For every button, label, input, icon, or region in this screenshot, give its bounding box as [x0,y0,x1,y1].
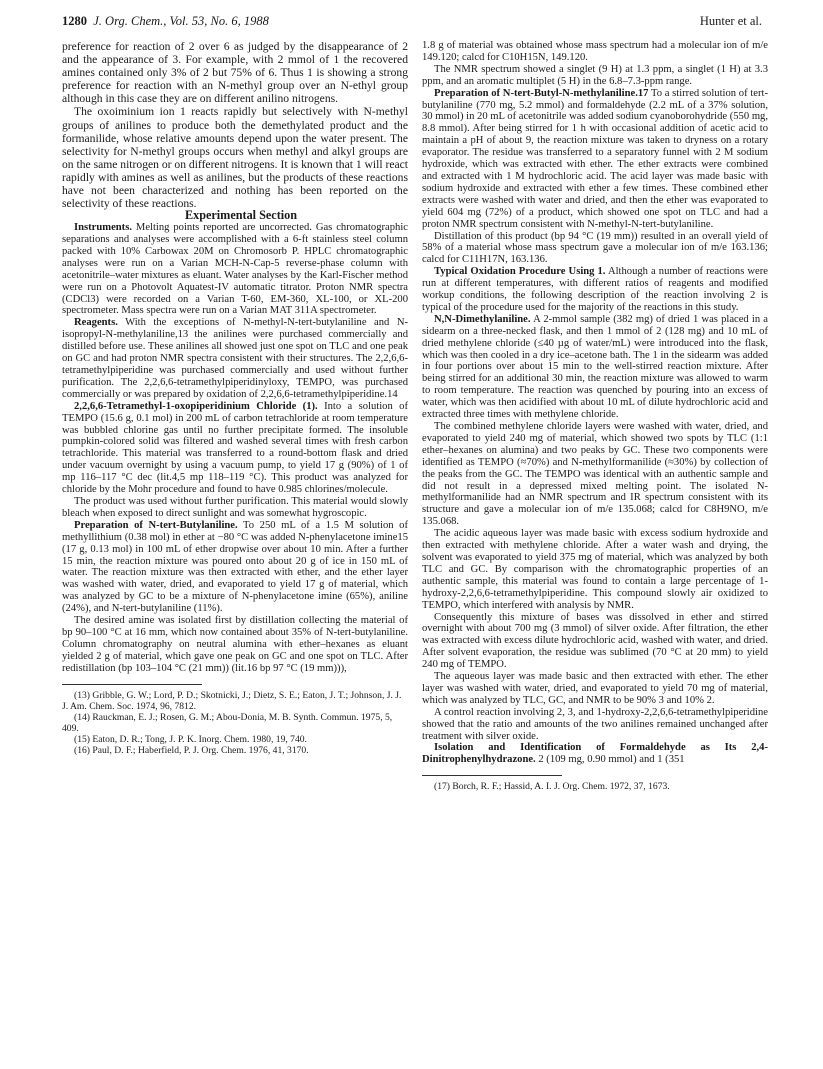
right-paragraph-1: 1.8 g of material was obtained whose mass spectrum had a molecular ion of m/e 149.120; calcd for C10H15N, 149.120. [422,40,768,63]
distill-paragraph: Distillation of this product (bp 94 °C (19 mm)) resulted in an overall yield of 58% of a material whose mass spectrum gave a molecular ion of m/e 163.136; calcd for C11H17N, 163.136. [422,230,768,266]
footnote-16: (16) Paul, D. F.; Haberfield, P. J. Org. Chem. 1976, 41, 3170. [74,744,309,756]
right-paragraph-2: The NMR spectrum showed a singlet (9 H) at 1.3 ppm, a singlet (1 H) at 3.3 ppm, and an aromatic multiplet (5 H) in the 6.8–7.3-ppm range. [422,63,768,87]
typical-heading: Typical Oxidation Procedure Using 1. [434,266,606,278]
prep-paragraph [62,520,408,615]
instruments-paragraph [62,222,408,317]
prep2-paragraph [422,88,768,231]
header-left [62,14,269,29]
page-number: 1280 [62,14,87,28]
footnote-15: (15) Eaton, D. R.; Tong, J. P. K. Inorg. Chem. 1980, 19, 740. [74,733,307,745]
typical-paragraph [422,266,768,314]
aqueous-paragraph: The aqueous layer was made basic and then extracted with ether. The ether layer was washed with water, dried, and evaporated to yield 70 mg of material, which was analyzed by TLC, GC, and NMR to be 90% 3 and 10% 2. [422,671,768,706]
footnote-divider-right [422,775,562,776]
footnote-13: (13) Gribble, G. W.; Lord, P. D.; Skotnicki, J.; Dietz, S. E.; Eaton, J. T.; Johnson, J. J. J. Am. Chem. Soc. 1974, 96, 7812. [62,689,402,712]
combined-paragraph: The combined methylene chloride layers were washed with water, dried, and evaporated to yield 240 mg of material, which showed two spots by TLC (1:1 ether–hexanes on alumina) and two peaks by GC. These two components were identified as TEMPO (≈70%) and N-methylformanilide (≈30%) by collection of the peaks from the GC. The TEMPO was identical with an authentic sample and did not result in a depressed mixed melting point. The isolated N-methylformanilide had an NMR spectrum and IR spectrum consistent with its structure and gave a molecular ion of m/e 135.068; calcd for C8H9NO, m/e 135.068. [422,421,768,528]
reagents-text: With the exceptions of N-methyl-N-tert-butylaniline and N-isopropyl-N-methylaniline,13 the anilines were purchased commercially and distilled before use. These anilines all showed just one spot on TLC and one peak on GC and had proton NMR spectra consistent with their structures. The 2,2,6,6-tetramethylpiperidine was purchased commercially and used without further purification. The 2,2,6,6-tetramethylpiperidinyloxy, TEMPO, was purchased commercially or was prepared by oxidation of 2,2,6,6-tetramethylpiperidine.14 [62,317,408,400]
instruments-heading: Instruments. [74,222,132,234]
tempo-text: Into a solution of TEMPO (15.6 g, 0.1 mol) in 200 mL of carbon tetrachloride at room temperature was bubbled chlorine gas until no further precipitate formed. The insoluble pumpkin-colored solid was filtered and washed several times with fresh carbon tetrachloride. This material was transferred to a round-bottom flask and dried under vacuum overnight by using a vacuum pump, to yield 17 g (90%) of 1 of mp 116–117 °C dec (lit.4,5 mp 118–119 °C). This product was analyzed for chloride by the Mohr procedure and found to have 0.985 chlorines/molecule. [62,400,408,496]
consequently-paragraph: Consequently this mixture of bases was dissolved in ether and stirred overnight with about 700 mg (3 mmol) of silver oxide. After filtration, the ether was extracted with excess dilute hydrochloric acid, washed with water, and dried. After solvent evaporation, the residue was sublimed (70 °C at 20 mm) to yield 240 mg of TEMPO. [422,611,768,671]
prep2-heading: Preparation of N-tert-Butyl-N-methylaniline.17 [434,87,649,99]
dimethylaniline-heading: N,N-Dimethylaniline. [434,313,531,325]
prep-paragraph-2: The desired amine was isolated first by distillation collecting the material of bp 90–100 °C at 16 mm, which now contained about 35% of N-tert-butylaniline. Column chromatography on neutral alumina with ether–hexanes as eluant yielded 2 g of material, which gave one peak on GC and one spot on TLC. After redistillation (bp 103–104 °C (21 mm)) (lit.16 bp 97 °C (19 mm))), [62,615,408,674]
instruments-text: Melting points reported are uncorrected. Gas chromatographic separations and analyses were accomplished with a 6-ft stainless steel column packed with 10% Carbowax 20M on Chromosorb P. HPLC chromatographic analyses were run on a Varian MCH-N-Cap-5 reverse-phase column with acetonitrile–water mixtures as eluant. Water analyses by the Karl-Fischer method were run on a Photovolt Aquatest-IV automatic titrator. Proton NMR spectra (CDCl3) were recorded on a Varian T-60, EM-360, XL-100, or XL-200 spectrometer. Mass spectra were run on a Varian MAT 311A spectrometer. [62,222,408,317]
prep-text: To 250 mL of a 1.5 M solution of methyllithium (0.38 mol) in ether at −80 °C was added N-phenylacetone imine15 (17 g, 0.13 mol) in 100 mL of ether dropwise over about 10 min. After a further 15 min, the reaction mixture was poured onto about 20 g of ice in 150 mL of water. The reaction mixture was then extracted with ether, and the ether layer was washed with water, dried, and evaporated to yield 17 g of material, which was analyzed by GC to be a mixture of N-phenylacetone imine (65%), aniline (24%), and N-tert-butylaniline (11%). [62,519,408,615]
typical-text: Although a number of reactions were run at different temperatures, with different ratios of reagents and modified workup conditions, the following description of the reaction involving 2 is typical of the procedure used for the majority of the reactions in this study. [422,266,768,313]
right-column [422,40,768,1050]
isolation-heading: Isolation and Identification of Formaldehyde as Its 2,4-Dinitrophenylhydrazone. [422,742,768,766]
intro-paragraph-1: preference for reaction of 2 over 6 as judged by the disappearance of 2 and the appearance of 3. For example, with 2 mmol of 1 the recovered amines contained only 3% of 2 but 75% of 6. Thus 1 is showing a strong preference for reaction with an N-methyl group over an N-ethyl group although in this case they are on different anilino nitrogens. [62,40,408,106]
right-footnotes [422,775,768,792]
journal-citation: J. Org. Chem., Vol. 53, No. 6, 1988 [93,14,269,28]
isolation-text: 2 (109 mg, 0.90 mmol) and 1 (351 [538,754,685,766]
control-paragraph: A control reaction involving 2, 3, and 1-hydroxy-2,2,6,6-tetramethylpiperidine showed that the ratio and amounts of the two anilines remained unchanged after treatment with silver oxide. [422,706,768,742]
reagents-heading: Reagents. [74,317,118,329]
prep-heading: Preparation of N-tert-Butylaniline. [74,519,238,531]
isolation-paragraph [422,742,768,766]
dimethylaniline-paragraph [422,314,768,421]
section-title: Experimental Section [184,208,298,223]
acidic-paragraph: The acidic aqueous layer was made basic with excess sodium hydroxide and then extracted with methylene chloride. After a water wash and drying, the solvent was evaporated to yield 375 mg of material, which was analyzed by both TLC and GC. By comparison with the chromatographic properties of an authentic sample, this material was found to contain a large percentage of 1-hydroxy-2,2,6,6-tetramethylpiperidine. This compound slowly air oxidized to TEMPO, which interfered with analysis by NMR. [422,528,768,611]
footnote-14: (14) Rauckman, E. J.; Rosen, G. M.; Abou-Donia, M. B. Synth. Commun. 1975, 5, 409. [62,711,393,734]
running-header [62,14,762,32]
tempo-paragraph [62,401,408,496]
left-column [62,40,408,1050]
footnote-divider [62,684,202,685]
header-author: Hunter et al. [699,14,762,28]
reagents-paragraph [62,317,408,400]
intro-paragraph-2: The oxoiminium ion 1 reacts rapidly but selectively with N-methyl groups of anilines to produce both the demethylated product and the formanilide, whose relative amounts depend upon the water present. The selectivity for N-methyl groups occurs when methyl and alkyl groups are on the same nitrogen or on different nitrogens. It is known that 1 will react rapidly with amines as well as anilines, but the products of these reactions have not been characterized and nothing has been reported on the selectivity of these reactions. [62,105,408,211]
prep2-text: To a stirred solution of tert-butylaniline (770 mg, 5.2 mmol) and formaldehyde (2.2 mL of a 37% solution, 30 mmol) in 20 mL of acetonitrile was added sodium cyanoborohydride (550 mg, 8.8 mmol). After being stirred for 1 h with occasional addition of acetic acid to maintain a pH of about 9, the reaction mixture was taken to dryness on a rotary evaporator. The residue was transferred to a separatory funnel with 2 M sodium hydroxide, which was extracted with ether. The ether extracts were combined and extracted with 1 M hydrochloric acid. The acid layer was made basic with sodium hydroxide and extracted with ether a few times. These combined ether extracts were washed with water and dried, and then the ether was evaporated to yield 604 mg (72%) of a product, which showed one spot on TLC and had a proton NMR spectrum consistent with N-methyl-N-tert-butylaniline. [422,87,768,230]
tempo-paragraph-2: The product was used without further purification. This material would slowly bleach when exposed to direct sunlight and was somewhat hygroscopic. [62,495,408,519]
dimethylaniline-text: A 2-mmol sample (382 mg) of dried 1 was placed in a sidearm on a three-necked flask, and then 1 mmol of 2 (128 mg) and 10 mL of dried methylene chloride (≤40 µg of water/mL) were introduced into the flask, which was then cooled in a dry ice–acetone bath. The 1 in the sidearm was added in four portions over about 15 min to the well-stirred reaction mixture. After being stirred for an additional 30 min, the reaction mixture was allowed to warm to room temperature. The reaction was quenched by pouring into an excess of water, which was then acidified with about 10 mL of dilute hydrochloric acid and extracted three times with methylene chloride. [422,313,768,421]
footnote-17: (17) Borch, R. F.; Hassid, A. I. J. Org. Chem. 1972, 37, 1673. [434,781,670,793]
tempo-heading: 2,2,6,6-Tetramethyl-1-oxopiperidinium Chloride (1). [74,400,318,412]
